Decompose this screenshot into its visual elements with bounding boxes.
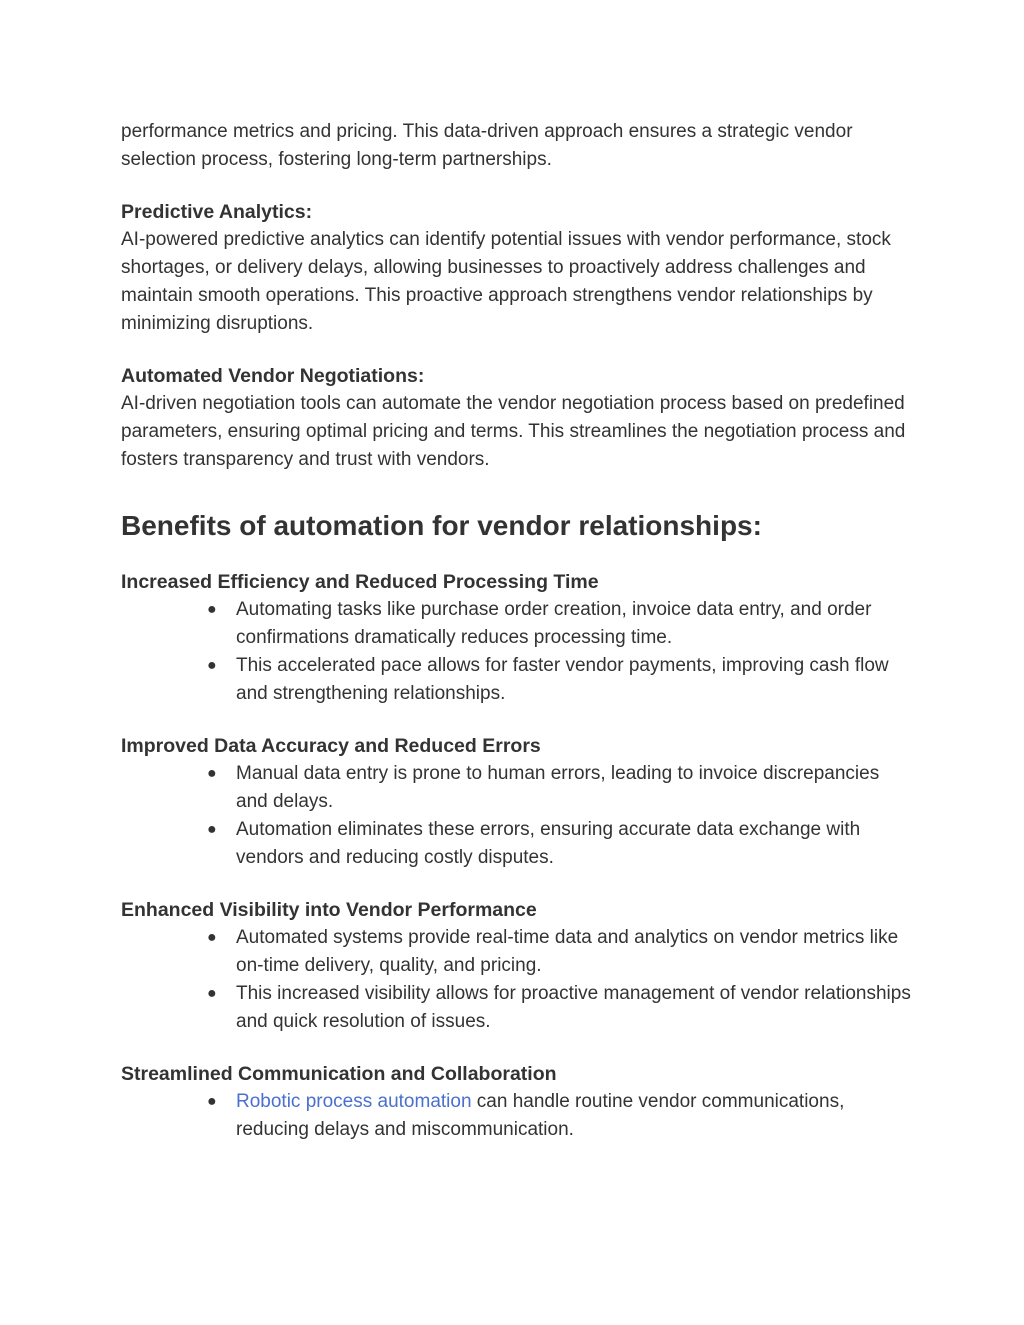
benefit-heading: Streamlined Communication and Collaboration bbox=[121, 1063, 557, 1085]
bullet-list bbox=[121, 1088, 911, 1144]
bullet-icon: ● bbox=[207, 985, 217, 1002]
list-item bbox=[207, 816, 911, 872]
predictive-analytics-section bbox=[121, 198, 911, 338]
list-item-text: Manual data entry is prone to human errors, leading to invoice discrepancies and delays. bbox=[236, 763, 880, 812]
benefit-heading: Enhanced Visibility into Vendor Performance bbox=[121, 899, 537, 921]
bullet-icon: ● bbox=[207, 765, 217, 782]
benefit-heading: Improved Data Accuracy and Reduced Errors bbox=[121, 735, 541, 757]
document-page bbox=[121, 118, 911, 1168]
bullet-list bbox=[121, 924, 911, 1036]
list-item-text: This accelerated pace allows for faster vendor payments, improving cash flow and strengthening relationships. bbox=[236, 655, 889, 704]
benefit-efficiency bbox=[121, 568, 911, 708]
list-item bbox=[207, 924, 911, 980]
bullet-icon: ● bbox=[207, 929, 217, 946]
list-item-text: Automated systems provide real-time data and analytics on vendor metrics like on-time delivery, quality, and pricing. bbox=[236, 927, 899, 976]
list-item-text: can handle routine vendor communications, reducing delays and miscommunication. bbox=[236, 1091, 845, 1140]
bullet-icon: ● bbox=[207, 821, 217, 838]
list-item bbox=[207, 596, 911, 652]
benefit-heading: Increased Efficiency and Reduced Processing Time bbox=[121, 571, 599, 593]
bullet-list bbox=[121, 596, 911, 708]
bullet-list bbox=[121, 760, 911, 872]
bullet-icon: ● bbox=[207, 657, 217, 674]
list-item-text: Automation eliminates these errors, ensuring accurate data exchange with vendors and reducing costly disputes. bbox=[236, 819, 861, 868]
automated-negotiations-heading: Automated Vendor Negotiations: bbox=[121, 365, 425, 387]
list-item bbox=[207, 652, 911, 708]
benefit-visibility bbox=[121, 896, 911, 1036]
predictive-analytics-body: AI-powered predictive analytics can identify potential issues with vendor performance, stock shortages, or delivery delays, allowing businesses to proactively address challenges and maintain smooth operations. This proactive approach strengthens vendor relationships by minimizing disruptions. bbox=[121, 229, 891, 334]
predictive-analytics-heading: Predictive Analytics: bbox=[121, 201, 313, 223]
bullet-icon: ● bbox=[207, 601, 217, 618]
list-item-text: Automating tasks like purchase order creation, invoice data entry, and order confirmations dramatically reduces processing time. bbox=[236, 599, 872, 648]
list-item-text: This increased visibility allows for proactive management of vendor relationships and quick resolution of issues. bbox=[236, 983, 911, 1032]
list-item bbox=[207, 980, 911, 1036]
benefit-communication bbox=[121, 1060, 911, 1144]
bullet-icon: ● bbox=[207, 1093, 217, 1110]
automated-negotiations-body: AI-driven negotiation tools can automate the vendor negotiation process based on predefined parameters, ensuring optimal pricing and terms. This streamlines the negotiation process and fosters transparency and trust with vendors. bbox=[121, 393, 906, 470]
list-item bbox=[207, 760, 911, 816]
robotic-process-automation-link[interactable]: Robotic process automation bbox=[236, 1091, 472, 1112]
intro-paragraph: performance metrics and pricing. This data-driven approach ensures a strategic vendor selection process, fostering long-term partnerships. bbox=[121, 121, 853, 170]
automated-negotiations-section bbox=[121, 362, 911, 474]
benefit-accuracy bbox=[121, 732, 911, 872]
benefits-heading: Benefits of automation for vendor relationships: bbox=[121, 510, 762, 541]
list-item bbox=[207, 1088, 911, 1144]
